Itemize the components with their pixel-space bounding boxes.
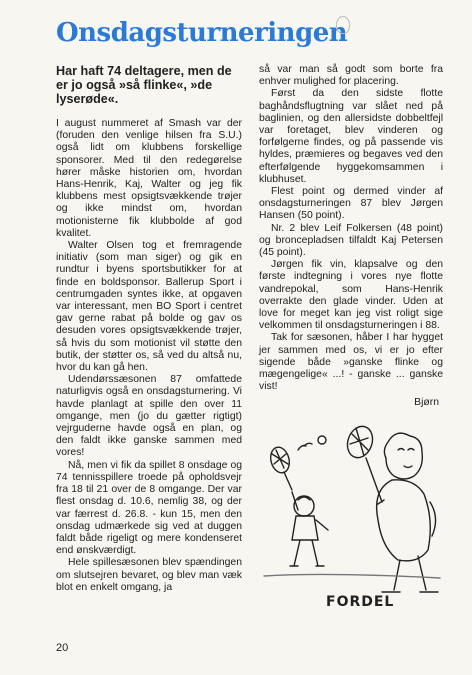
paragraph: Hele spillesæsonen blev spændingen om slutsejren bevaret, og blev man væk blot en enkelt omgang, ja bbox=[56, 557, 242, 593]
right-column bbox=[259, 64, 443, 410]
paragraph: Flest point og dermed vinder af onsdagsturneringen 87 blev Jørgen Hansen (50 point). bbox=[259, 186, 443, 222]
paragraph: så var man så godt som borte fra enhver mulighed for placering. bbox=[259, 64, 443, 88]
cartoon-caption: FORDEL bbox=[326, 594, 395, 610]
paragraph: Walter Olsen tog et fremragende initiativ (som man siger) og gik en rundtur i byens sportsbutikker for at finde en boldsponsor. Ballerup Sport i centrumgaden syntes ikke, at opgaven var interessant, men BO Sport i centret gav gerne rabat på bolde og gav os desuden vores opsigtsvækkende trøjer, så hvis du som motionist vil støtte den butik, der støtter os, så ved du altså nu, hvor du kan gå hen. bbox=[56, 240, 242, 374]
tennis-cartoon-illustration bbox=[258, 420, 446, 620]
paragraph: Udendørssæsonen 87 omfattede naturligvis også en onsdagsturnering. Vi havde planlagt at spille den over 11 omgange, men (jo du gætter rigtigt) vejrguderne havde også en plan, og den faldt ikke ganske sammen med vores! bbox=[56, 374, 242, 459]
left-column bbox=[56, 64, 242, 594]
paragraph: Nå, men vi fik da spillet 8 onsdage og 74 tennisspillere troede på opholdsvejr fra 18 til 21 over de 8 omgange. Der var flest onsdag d. 10.6, nemlig 38, og der var færrest d. 26.8. - kun 15, men den onsdag udmærkede sig ved at duggen faldt både rigeligt og mere kondenseret end ønskværdigt. bbox=[56, 459, 242, 557]
paragraph: Først da den sidste flotte baghåndsflugtning var slået ned på baglinien, og den allersidste dobbeltfejl var foretaget, blev vinderen og forfølgerne findes, og på passende vis hyldes, præmieres og begaves ved den efterfølgende hyggekomsammen i klubhuset. bbox=[259, 88, 443, 185]
paragraph: I august nummeret af Smash var der (foruden den venlige hilsen fra S.U.) også lidt om klubbens forskellige sponsorer. Med til den redegørelse hører måske historien om, hvordan Hans-Henrik, Kaj, Walter og jeg fik klubbens mest opsigtsvækkende trøjer og ikke mindst om, hvordan motionisterne fik klubbolde af god kvalitet. bbox=[56, 118, 242, 239]
signature: Bjørn bbox=[414, 397, 439, 409]
article-headline: Har haft 74 deltagere, men de er jo også »så flinke«, »de lyserøde«. bbox=[56, 64, 232, 106]
paragraph: Jørgen fik vin, klapsalve og den første indtegning i vores nye flotte vandrepokal, som Hans-Henrik overrakte den glade vinder. Uden at love for meget kan jeg vist roligt sige velkommen til onsdagsturneringen i 88. bbox=[259, 259, 443, 332]
paragraph: Nr. 2 blev Leif Folkersen (48 point) og broncepladsen tilfaldt Kaj Petersen (45 point). bbox=[259, 222, 443, 259]
article-title: Onsdagsturneringen bbox=[56, 18, 348, 48]
page-number: 20 bbox=[56, 642, 69, 654]
paragraph: Tak for sæsonen, håber I har hygget jer sammen med os, vi er jo efter sigende både »ganske flinke og mægengelige« ...! - ganske ... ganske vist! bbox=[259, 332, 443, 393]
lightbulb-icon bbox=[336, 16, 350, 34]
